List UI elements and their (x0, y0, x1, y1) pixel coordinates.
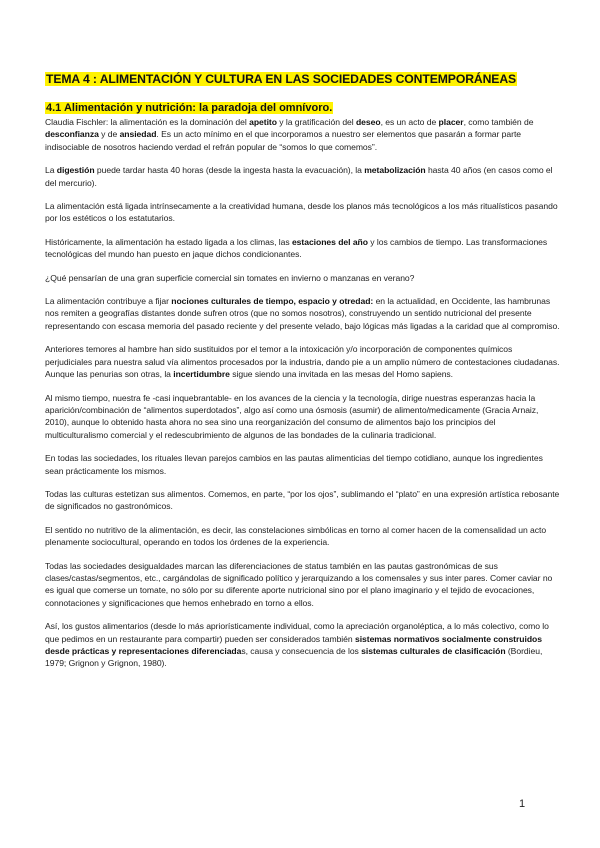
paragraph-ciencia: Al mismo tiempo, nuestra fe -casi inquebrantable- en los avances de la ciencia y la tecnología, dirige nuestras esperanzas hacia la aparición/combinación de “alimentos superdotados”, algo así como una ósmosis (asumir) de alimento/medicamente (Gracia Arnaiz, 2010), aunque lo obtenido hasta ahora no sea sino una reorganización del consumo de alimentos bajo los principios del multiculturalismo comercial y el redescubrimiento de algunos de las bondades de la culinaria tradicional. (45, 392, 539, 440)
paragraph-temores: Anteriores temores al hambre han sido sustituidos por el temor a la intoxicación y/o incorporación de componentes químicos perjudiciales para nuestra salud vía alimentos procesados por la industria, dando pie a un amplio número de contestaciones ciudadanas. Aunque las penurias son otras, la incertidumbre sigue siendo una invitada en las mesas del Homo sapiens. (45, 344, 560, 380)
paragraph-pregunta: ¿Qué pensarían de una gran superficie comercial sin tomates en invierno o manzanas en verano? (45, 272, 415, 283)
paragraph-fischler: Claudia Fischler: la alimentación es la dominación del apetito y la gratificación del deseo, es un acto de placer, como también de desconfianza y de ansiedad. Es un acto mínimo en el que incorporamos a nuestro ser elementos que pasarán a formar parte indisociable de nosotros haciendo verdad el refrán popular de “somos lo que comemos”. (45, 117, 534, 152)
paragraph-creatividad: La alimentación está ligada intrínsecamente a la creatividad humana, desde los planos más tecnológicos a los más ritualísticos pasando por los estéticos o los estatutarios. (45, 201, 558, 224)
paragraph-rituales: En todas las sociedades, los rituales llevan parejos cambios en las pautas alimenticias del tiempo cotidiano, aunque los ingredientes sean prácticamente los mismos. (45, 453, 543, 476)
paragraph-gustos: Así, los gustos alimentarios (desde lo más apriorísticamente individual, como la apreciación organoléptica, a lo más colectivo, como lo que pedimos en un restaurante para compartir) pueden ser considerados también sistemas normativos socialmente construidos desde prácticas y representaciones diferenciadas, causa y consecuencia de los sistemas culturales de clasificación (Bordieu, 1979; Grignon y Grignon, 1980). (45, 621, 549, 669)
paragraph-estetica: Todas las culturas estetizan sus alimentos. Comemos, en parte, “por los ojos”, sublimando el “plato” en una expresión artística rebosante de significados no gastronómicos. (45, 488, 560, 512)
paragraph-digestion: La digestión puede tardar hasta 40 horas (desde la ingesta hasta la evacuación), la metabolización hasta 40 años (en casos como el del mercurio). (45, 165, 553, 188)
section-heading: 4.1 Alimentación y nutrición: la paradoja del omnívoro. (46, 102, 333, 114)
paragraph-comensalidad: El sentido no nutritivo de la alimentación, es decir, las constelaciones simbólicas en torno al comer hacen de la comensalidad un acto plenamente sociocultural, operando en todos los órdenes de la experiencia. (45, 524, 547, 548)
page-number: 1 (519, 798, 526, 810)
document-page (45, 70, 560, 670)
document-title: TEMA 4 : ALIMENTACIÓN Y CULTURA EN LAS SOCIEDADES CONTEMPORÁNEAS (46, 72, 517, 86)
paragraph-nociones: La alimentación contribuye a fijar nociones culturales de tiempo, espacio y otredad: en la actualidad, en Occidente, las hambrunas nos remiten a geografías distantes donde sufren otros (que no somos nosotros), construyendo un sentido nutricional del presente representando con escasa memoria del pasado reciente y del presente velado, bajo lógicas más ligadas a la caridad que al compromiso. (45, 296, 560, 331)
paragraph-climas: Históricamente, la alimentación ha estado ligada a los climas, las estaciones del año y los cambios de tiempo. Las transformaciones tecnológicas del mundo han puesto en jaque dichos condicionantes. (45, 236, 548, 260)
paragraph-status: Todas las sociedades desigualdades marcan las diferenciaciones de status también en las pautas gastronómicas de sus clases/castas/segmentos, etc., cargándolas de significado político y jerarquizando a los comensales y sus inter pares. Comer caviar no es igual que comerse un tomate, no sólo por su diferente aporte nutricional sino por el plano imaginario y el tejido de evocaciones, connotaciones y significaciones que hemos enhebrado en torno a ellos. (45, 560, 553, 608)
